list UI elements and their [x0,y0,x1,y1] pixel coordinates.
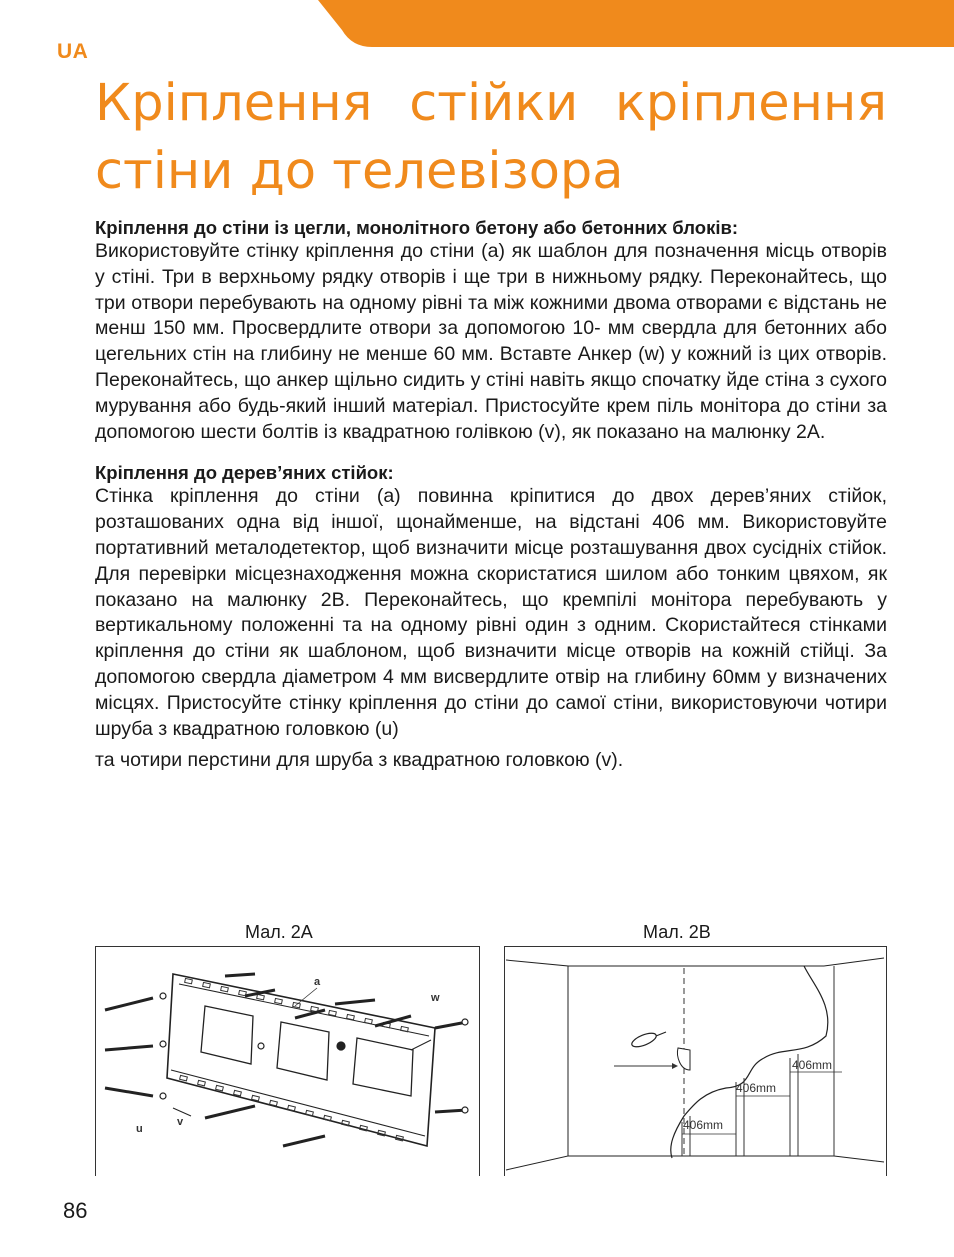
figure-2b-caption: Мал. 2B [643,922,711,942]
dimension-label-1: 406mm [683,1118,724,1132]
main-content [95,216,887,774]
section-heading-masonry: Кріплення до стіни із цегли, монолітного бетону або бетонних блоків: [95,217,739,238]
page-number: 86 [63,1198,88,1223]
label-w: w [431,992,440,1004]
dimension-label-3: 406mm [792,1058,833,1072]
language-code: UA [57,40,89,63]
page-title: Кріплення стійки кріплення стіни до телевізора [95,74,887,201]
figure-2a-caption: Мал. 2А [245,922,313,942]
figure-2b [504,946,887,1176]
figure-2b-illustration [504,946,887,1176]
section-body-wood-last-line: та чотири перстини для шруба з квадратною головкою (v). [95,749,624,772]
figure-2a [95,946,480,1176]
section-heading-wood: Кріплення до дерев’яних стійок: [95,462,394,484]
figure-2a-illustration [95,946,480,1176]
header-orange-tab [0,0,954,50]
section-body-masonry: Використовуйте стінку кріплення до стіни (а) як шаблон для позначення місць отворів у стіні. Три в верхньому рядку отворів і ще три в нижньому рядку. Переконайтесь, що три отвори перебувають на одному рівні та між кожними двома отворами є відстань не менш 150 мм. Просвердлите отвори за допомогою 10- мм свердла для бетонних або цегельних стін на глибину не менше 60 мм. Вставте Анкер (w) у кожний із цих отворів. Переконайтесь, що анкер щільно сидить у стіні навіть якщо спочатку йде стіна з сухого мурування або будь-який інший матеріал. Пристосуйте крем піль монітора до стіни за допомогою шести болтів із квадратною голівкою (v), як показано на малюнку 2А. [95,240,887,443]
dimension-label-2: 406mm [736,1081,777,1095]
section-wood-studs [95,461,887,774]
label-v: v [177,1116,184,1128]
wall-plate [167,974,435,1146]
label-a: a [314,976,321,988]
awl-tool [614,1030,690,1070]
section-body-wood: Стінка кріплення до стіни (а) повинна кріпитися до двох дерев’яних стійок, розташованих одна від іншої, щонайменше, на відстані 406 мм. Використовуйте портативний металодетектор, щоб визначити місце розташування двох сусідніх стійок. Для перевірки місцезнаходження можна скористатися шилом або тонким цвяхом, як показано на малюнку 2B. Переконайтесь, що кремпілі монітора перебувають у вертикальному положенні та на одному рівні один з одним. Скористайтеся стінками кріплення до стіни як шаблоном, щоб визначити місце отворів на кожній стійці. За допомогою свердла діаметром 4 мм висвердлите отвір на глибину 60мм у визначених місцях. Пристосуйте стінку кріплення до стіни до самої стіни, використовуючи чотири шруба з квадратною головкою (u) [95,485,887,740]
label-u: u [136,1123,143,1135]
